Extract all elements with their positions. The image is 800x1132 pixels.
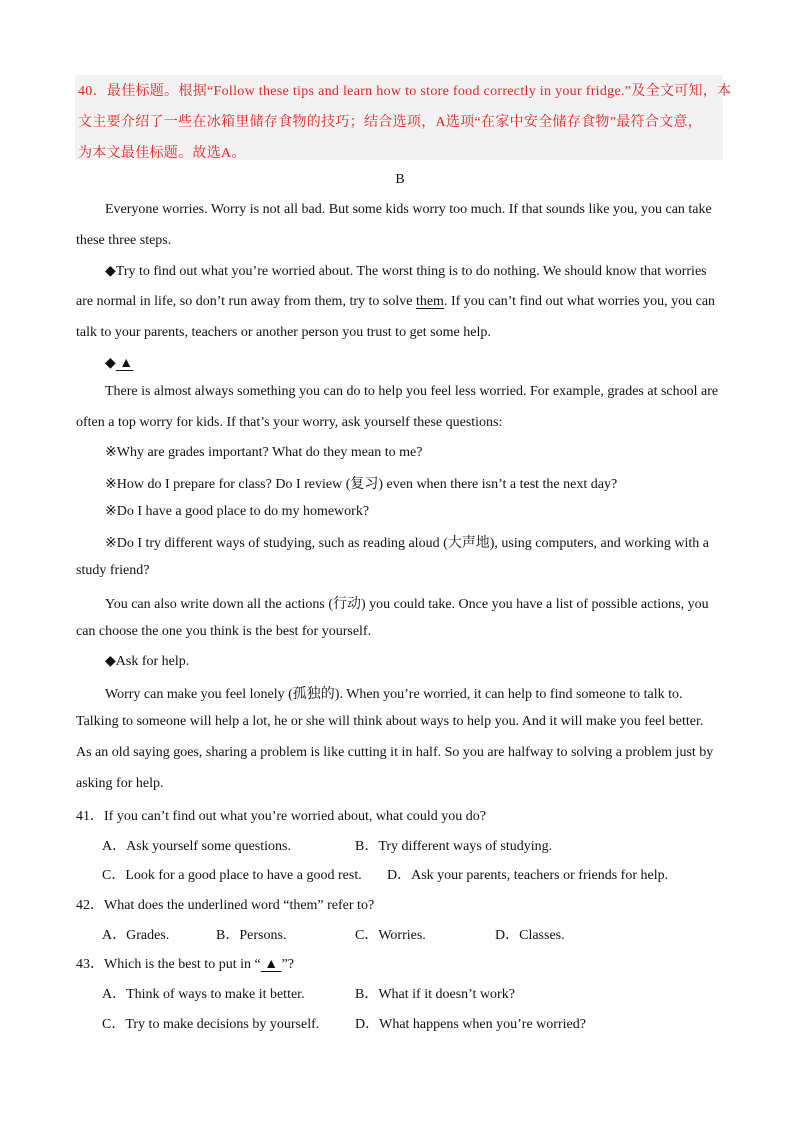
question-item-4-line1: ※Do I try different ways of studying, such as reading aloud (大声地), using computers, and working with a	[105, 536, 710, 551]
ask-for-help-heading: ◆Ask for help.	[105, 654, 190, 669]
passage-p2-line2	[76, 294, 715, 310]
q42-option-c: C．Worries.	[355, 928, 426, 943]
passage-p1-line1: Everyone worries. Worry is not all bad. But some kids worry too much. If that sounds like you, you can take	[105, 202, 712, 217]
passage-p4-line2: often a top worry for kids. If that’s your worry, ask yourself these questions:	[76, 415, 503, 430]
section-label: B	[395, 172, 405, 187]
question-item-1: ※Why are grades important? What do they mean to me?	[105, 445, 423, 460]
q41-option-d: D．Ask your parents, teachers or friends for help.	[387, 868, 669, 883]
answer-line-1: 40．最佳标题。根据“Follow these tips and learn how to store food correctly in your fridge.”及全文可知，本	[78, 84, 732, 99]
q43-option-c: C．Try to make decisions by yourself.	[102, 1017, 320, 1032]
q43-option-b: B．What if it doesn’t work?	[355, 987, 515, 1002]
passage-p2-line1: ◆Try to find out what you’re worried about. The worst thing is to do nothing. We should know that worries	[105, 264, 707, 279]
question-41-stem: 41．If you can’t find out what you’re worried about, what could you do?	[76, 809, 486, 824]
q41-option-c: C．Look for a good place to have a good rest.	[102, 868, 362, 883]
passage-p2-text-b: . If you can’t find out what worries you, you can	[443, 294, 716, 309]
question-43-stem	[76, 953, 294, 973]
passage-p1-line2: these three steps.	[76, 233, 172, 248]
diamond-bullet-icon: ◆	[105, 356, 116, 371]
question-43-stem-a: 43．Which is the best to put in “	[76, 957, 261, 972]
answer-line-3: 为本文最佳标题。故选A。	[78, 146, 246, 161]
q41-option-b: B．Try different ways of studying.	[355, 839, 553, 854]
passage-p2-text-a: are normal in life, so don’t run away from them, try to solve	[76, 294, 416, 309]
question-item-4-line2: study friend?	[76, 563, 150, 578]
q43-option-d: D．What happens when you’re worried?	[355, 1017, 586, 1032]
passage-p7-line1: Worry can make you feel lonely (孤独的). When you’re worried, it can help to find someone to talk to.	[105, 687, 683, 702]
passage-p5-line1: You can also write down all the actions (行动) you could take. Once you have a list of possible actions, you	[105, 597, 709, 612]
question-43-blank: ▲	[260, 957, 282, 972]
answer-line-2: 文主要介绍了一些在冰箱里储存食物的技巧；结合选项，A选项“在家中安全储存食物”最符合文意，	[78, 115, 703, 130]
question-42-stem: 42．What does the underlined word “them” refer to?	[76, 898, 375, 913]
q41-option-a: A．Ask yourself some questions.	[102, 839, 291, 854]
q42-option-b: B．Persons.	[216, 928, 287, 943]
blank-heading	[105, 355, 133, 372]
q42-option-a: A．Grades.	[102, 928, 170, 943]
underlined-word-them: them	[415, 294, 444, 309]
question-item-2: ※How do I prepare for class? Do I review (复习) even when there isn’t a test the next day?	[105, 477, 618, 492]
passage-p5-line2: can choose the one you think is the best for yourself.	[76, 624, 372, 639]
passage-p7-line2: Talking to someone will help a lot, he or she will think about ways to help you. And it will make you feel better.	[76, 714, 704, 729]
q43-option-a: A．Think of ways to make it better.	[102, 987, 305, 1002]
passage-p7-line4: asking for help.	[76, 776, 164, 791]
blank-triangle: ▲	[115, 356, 134, 371]
passage-p7-line3: As an old saying goes, sharing a problem is like cutting it in half. So you are halfway to solving a problem just by	[76, 745, 714, 760]
question-43-stem-b: ”?	[281, 957, 294, 972]
passage-p4-line1: There is almost always something you can do to help you feel less worried. For example, grades at school are	[105, 384, 719, 399]
question-item-3: ※Do I have a good place to do my homework?	[105, 504, 370, 519]
passage-p2-line3: talk to your parents, teachers or another person you trust to get some help.	[76, 325, 491, 340]
q42-option-d: D．Classes.	[495, 928, 565, 943]
